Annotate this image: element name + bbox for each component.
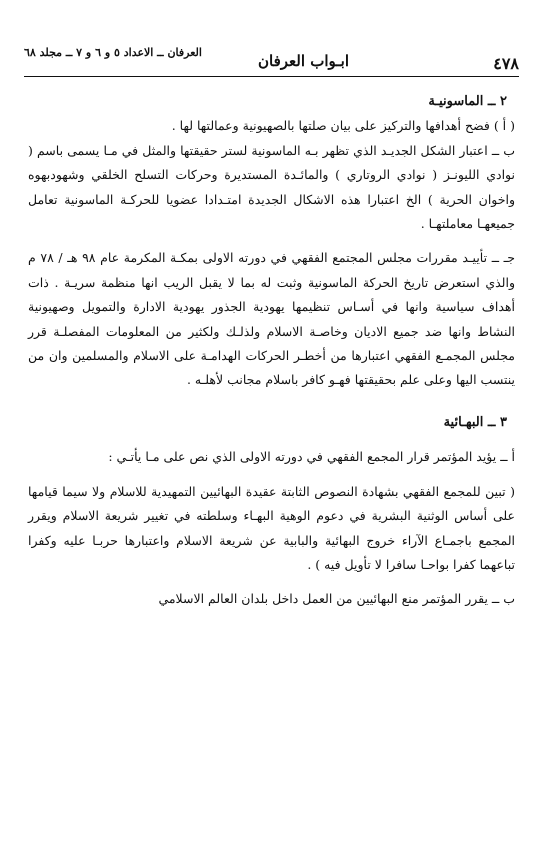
header-divider — [24, 76, 519, 77]
paragraph-bahaism-quote: ( تبين للمجمع الفقهي بشهادة النصوص الثابتة عقيدة البهائيين التمهيدية للاسلام ولا سيما قيامها على أساس الوثنية البشرية في دعوم الوهية البهـاء وسلطته في تغيير شريعة الاسلام ويقرر المجمع باجمـاع الآراء خروج البهائية والبابية عن شريعة الاسلام واعتبارها حربـا عليه وكفرا تباعهما كفرا بواحـا سافرا لا تأويل فيه ) . — [28, 483, 515, 572]
page-header — [24, 46, 519, 86]
paragraph-freemasonry-b: ب ــ اعتبار الشكل الجديـد الذي تظهر بـه الماسونية لستر حقيقتها والمثل في مـا يسمى باسم ( نوادي الليونـز ( نوادي الروتاري ) والمائـدة المستديرة وحركات التسلح الخلقي وشهودبهوه واخوان الحرية ) الخ اعتبارا هذه الاشكال الجديدة امتـدادا عضويا للحركـة الماسونية تعامل جميعهـا معاملتهـا . — [28, 142, 515, 232]
journal-issue-info: العرفان ــ الاعداد ٥ و ٦ و ٧ ــ مجلد ٦٨ — [24, 46, 202, 59]
paragraph-freemasonry-c: جـ ــ تأييـد مقررات مجلس المجتمع الفقهي في دورته الاولى بمكـة المكرمة عام ٩٨ هـ / ٧٨ م والذي استعرض تاريخ الحركة الماسونية وثبت له بما لا يقبل الريب انها منظمة سريـة . ذات أهداف سياسية وانها في أسـاس تنظيمها يهودية الجذور يهودية الادارة والتمويل وصهيونية النشاط وانها ضد جميع الاديان وخاصـة الاسلام ولذلـك ولكثير من المعلومات المفصلـة قرر مجلس المجمـع الفقهي اعتبارها من أخطـر الحركات الهدامـة على الاسلام والمسلمين وان من ينتسب اليها وعلى علم بحقيقتها فهـو كافر باسلام مجانب لأهلـه . — [28, 250, 516, 388]
section-heading-freemasonry: ٢ ــ الماسونيـة — [428, 94, 507, 109]
running-title: ابـواب العرفان — [257, 52, 349, 70]
section-heading-bahaism: ٣ ــ البهـائية — [443, 414, 507, 430]
paragraph-freemasonry-a: ( أ ) فضح أهدافها والتركيز على بيان صلتها بالصهيونية وعمالتها لها . — [171, 118, 515, 134]
paragraph-bahaism-b: ب ــ يقرر المؤتمر منع البهائيين من العمل داخل بلدان العالم الاسلامي — [158, 591, 515, 607]
article-body — [28, 90, 515, 612]
paragraph-bahaism-a: أ ــ يؤيد المؤتمر قرار المجمع الفقهي في دورته الاولى الذي نص على مـا يأتـي : — [108, 449, 515, 465]
page-number: ٤٧٨ — [493, 54, 519, 73]
